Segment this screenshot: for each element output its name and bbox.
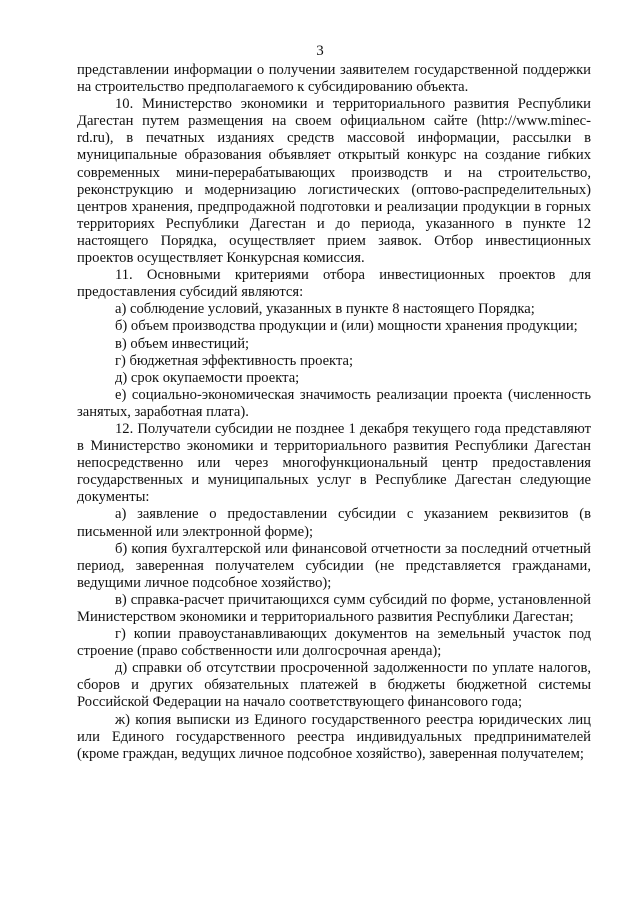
paragraph-11: 11. Основными критериями отбора инвестиционных проектов для предоставления субсидий являются: xyxy=(77,267,591,301)
paragraph-10: 10. Министерство экономики и территориального развития Республики Дагестан путем размещения на своем официальном сайте (http://www.minec-rd.ru), в печатных изданиях средств массовой информации, рассылки в муниципальные образования объявляет открытый конкурс на создание гибких современных мини-перерабатывающих производств и на строительство, реконструкцию и модернизацию логистических (оптово-распределительных) центров хранения, предпродажной подготовки и реализации продукции в горных территориях Республики Дагестан и до периода, указанного в пункте 12 настоящего Порядка, осуществляет прием заявок. Отбор инвестиционных проектов осуществляет Конкурсная комиссия. xyxy=(77,96,591,267)
list-item-11d: д) срок окупаемости проекта; xyxy=(115,369,300,386)
list-item-12d: д) справки об отсутствии просроченной задолженности по уплате налогов, сборов и других обязательных платежей в бюджеты бюджетной системы Российской Федерации на начало соответствующего финансового года; xyxy=(77,660,591,711)
list-item-12b: б) копия бухгалтерской или финансовой отчетности за последний отчетный период, заверенная получателем субсидии (не представляется гражданами, ведущими личное подсобное хозяйство); xyxy=(77,540,591,591)
list-item-11v: в) объем инвестиций; xyxy=(115,335,250,352)
list-item-11e: е) социально-экономическая значимость реализации проекта (численность занятых, заработная плата). xyxy=(77,386,591,420)
list-item-12v: в) справка-расчет причитающихся сумм субсидий по форме, установленной Министерством экономики и территориального развития Республики Дагестан; xyxy=(77,591,591,625)
page-number: 3 xyxy=(316,43,324,59)
list-item-12a: а) заявление о предоставлении субсидии с указанием реквизитов (в письменной или электронной форме); xyxy=(77,506,591,540)
list-item-11a: а) соблюдение условий, указанных в пункте 8 настоящего Порядка; xyxy=(115,301,535,318)
paragraph-12: 12. Получатели субсидии не позднее 1 декабря текущего года представляют в Министерство экономики и территориального развития Республики Дагестан непосредственно или через многофункциональный центр предоставления государственных и муниципальных услуг в Республике Дагестан следующие документы: xyxy=(77,420,591,506)
list-item-11g: г) бюджетная эффективность проекта; xyxy=(115,352,354,369)
paragraph-continuation: представлении информации о получении заявителем государственной поддержки на строительство предполагаемого к субсидированию объекта. xyxy=(77,62,591,96)
list-item-12g: г) копии правоустанавливающих документов на земельный участок под строение (право собственности или долгосрочная аренда); xyxy=(77,626,591,660)
document-body xyxy=(77,62,591,763)
list-item-11b: б) объем производства продукции и (или) мощности хранения продукции; xyxy=(115,318,578,335)
list-item-12zh: ж) копия выписки из Единого государственного реестра юридических лиц или Единого государственного реестра индивидуальных предпринимателей (кроме граждан, ведущих личное подсобное хозяйство), заверенная получателем; xyxy=(77,711,591,762)
